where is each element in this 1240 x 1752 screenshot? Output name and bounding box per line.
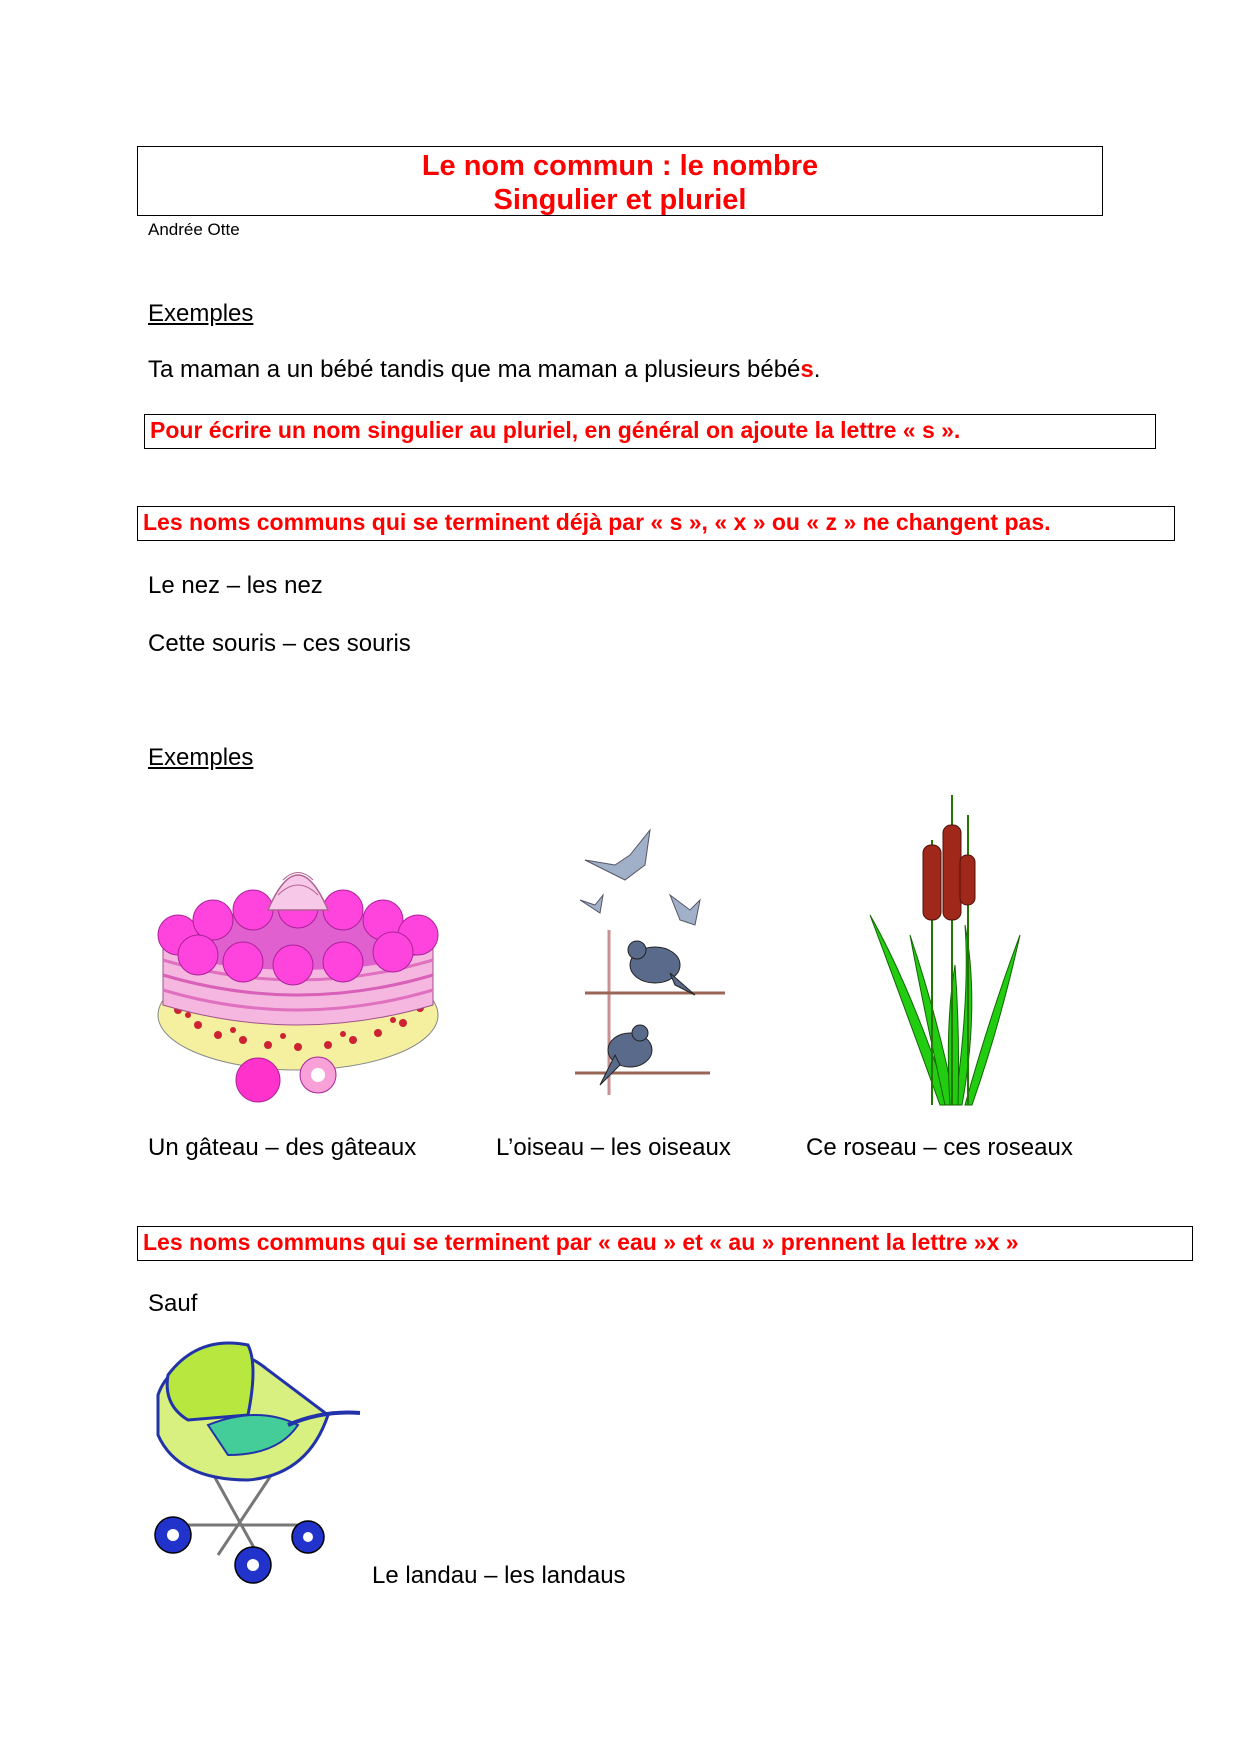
sentence-highlight: s <box>800 356 814 383</box>
caption-roseau: Ce roseau – ces roseaux <box>806 1134 1073 1161</box>
rule-box-3: Les noms communs qui se terminent par « eau » et « au » prennent la lettre »x » <box>137 1226 1193 1261</box>
example-souris: Cette souris – ces souris <box>148 630 411 657</box>
page-title: Le nom commun : le nombre <box>421 150 819 182</box>
author: Andrée Otte <box>148 220 240 239</box>
caption-landau: Le landau – les landaus <box>372 1562 626 1589</box>
sentence-suffix: . <box>813 356 821 383</box>
page-subtitle: Singulier et pluriel <box>493 184 747 216</box>
title-box <box>137 146 1103 216</box>
section-heading-examples-2: Exemples <box>148 744 254 771</box>
reeds-illustration <box>870 795 1020 1110</box>
pram-illustration <box>148 1325 368 1590</box>
example-nez: Le nez – les nez <box>148 572 323 599</box>
sentence-prefix: Ta maman a un bébé tandis que ma maman a plusieurs bébé <box>148 356 801 383</box>
exception-label: Sauf <box>148 1290 198 1317</box>
cake-illustration <box>148 840 448 1110</box>
birds-illustration <box>575 825 735 1110</box>
section-heading-examples-1: Exemples <box>148 300 254 327</box>
rule-box-2: Les noms communs qui se terminent déjà par « s », « x » ou « z » ne changent pas. <box>137 506 1175 541</box>
example-sentence <box>148 356 820 384</box>
rule-box-1: Pour écrire un nom singulier au pluriel, en général on ajoute la lettre « s ». <box>144 414 1156 449</box>
caption-oiseau: L’oiseau – les oiseaux <box>496 1134 731 1161</box>
caption-gateau: Un gâteau – des gâteaux <box>148 1134 417 1161</box>
